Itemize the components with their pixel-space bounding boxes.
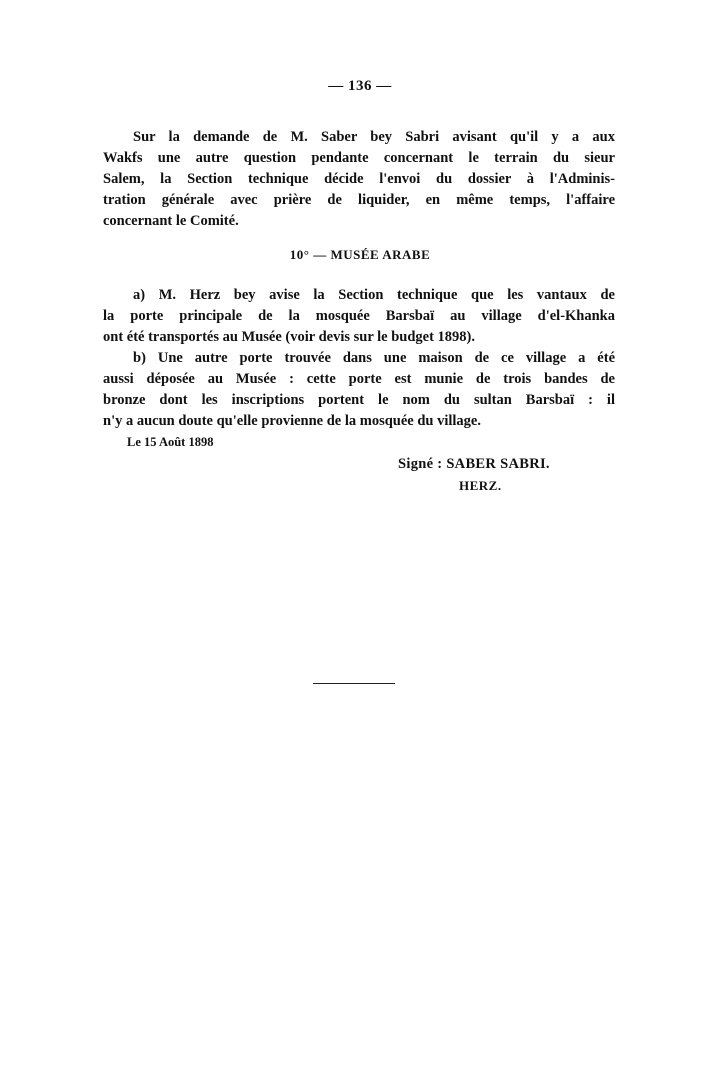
paragraph-wakfs [103, 127, 615, 232]
signature-line: Signé : SABER SABRI. [398, 456, 550, 472]
text-line: ont été transportés au Musée (voir devis sur le budget 1898). [103, 329, 476, 345]
closing-rule [313, 683, 395, 684]
text-line: aussi déposée au Musée : cette porte est munie de trois bandes de [103, 371, 615, 387]
paragraph-a [103, 285, 615, 348]
text-line: concernant le Comité. [103, 213, 239, 229]
text-line: la porte principale de la mosquée Barsbaï au village d'el-Khanka [103, 308, 615, 324]
page-number: — 136 — [328, 78, 392, 94]
section-heading: 10° — MUSÉE ARABE [289, 247, 431, 262]
text-line: bronze dont les inscriptions portent le nom du sultan Barsbaï : il [103, 392, 615, 408]
text-line: n'y a aucun doute qu'elle provienne de la mosquée du village. [103, 413, 481, 429]
date-line: Le 15 Août 1898 [127, 435, 214, 449]
signature-line: HERZ. [459, 478, 502, 493]
paragraph-b [103, 348, 615, 432]
text-line: b) Une autre porte trouvée dans une maison de ce village a été [133, 350, 615, 366]
text-line: Salem, la Section technique décide l'envoi du dossier à l'Adminis- [103, 171, 615, 187]
text-line: a) M. Herz bey avise la Section technique que les vantaux de [133, 287, 615, 303]
text-line: tration générale avec prière de liquider, en même temps, l'affaire [103, 192, 615, 208]
text-line: Wakfs une autre question pendante concernant le terrain du sieur [103, 150, 615, 166]
text-line: Sur la demande de M. Saber bey Sabri avisant qu'il y a aux [133, 129, 615, 145]
